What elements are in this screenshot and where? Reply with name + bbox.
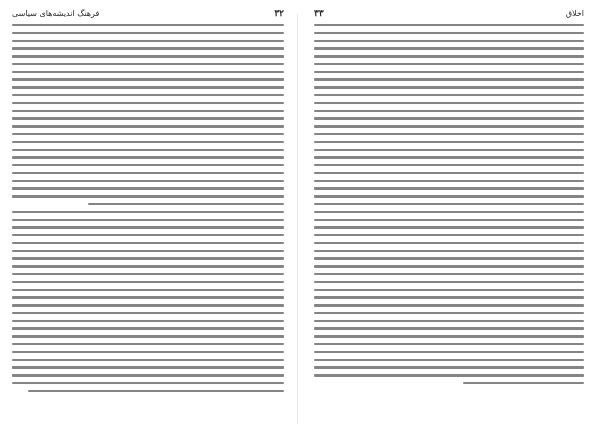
illegible-text-line	[12, 327, 284, 329]
illegible-text-line	[314, 117, 584, 119]
illegible-text-line	[12, 382, 284, 384]
paragraph	[12, 149, 284, 206]
illegible-text-line	[12, 226, 284, 228]
illegible-text-line	[12, 117, 284, 119]
illegible-text-line	[314, 211, 584, 213]
illegible-text-line	[12, 296, 284, 298]
illegible-text-line	[314, 374, 584, 376]
illegible-text-line	[12, 234, 284, 236]
illegible-text-line	[314, 110, 584, 112]
illegible-text-line	[314, 86, 584, 88]
illegible-text-line	[314, 281, 584, 283]
illegible-text-line	[463, 382, 585, 384]
illegible-text-line	[314, 366, 584, 368]
illegible-text-line	[12, 187, 284, 189]
illegible-text-line	[314, 250, 584, 252]
illegible-text-line	[12, 304, 284, 306]
illegible-text-line	[12, 211, 284, 213]
illegible-text-line	[314, 141, 584, 143]
paragraph	[12, 24, 284, 143]
illegible-text-line	[12, 102, 284, 104]
illegible-text-line	[314, 359, 584, 361]
illegible-text-line	[12, 250, 284, 252]
illegible-text-line	[314, 125, 584, 127]
illegible-text-line	[12, 141, 284, 143]
illegible-text-line	[12, 55, 284, 57]
illegible-text-line	[12, 320, 284, 322]
illegible-text-line	[12, 156, 284, 158]
illegible-text-line	[12, 289, 284, 291]
illegible-text-line	[12, 133, 284, 135]
illegible-text-line	[12, 164, 284, 166]
text-column	[12, 24, 284, 424]
illegible-text-line	[314, 304, 584, 306]
illegible-text-line	[314, 133, 584, 135]
illegible-text-line	[12, 40, 284, 42]
illegible-text-line	[12, 366, 284, 368]
illegible-text-line	[12, 32, 284, 34]
illegible-text-line	[12, 351, 284, 353]
illegible-text-line	[314, 24, 584, 26]
illegible-text-line	[12, 63, 284, 65]
illegible-text-line	[314, 195, 584, 197]
page-header	[12, 8, 284, 20]
illegible-text-line	[12, 71, 284, 73]
illegible-text-line	[314, 32, 584, 34]
illegible-text-line	[314, 149, 584, 151]
illegible-text-line	[12, 24, 284, 26]
illegible-text-line	[314, 265, 584, 267]
illegible-text-line	[12, 359, 284, 361]
illegible-text-line	[314, 312, 584, 314]
illegible-text-line	[314, 55, 584, 57]
illegible-text-line	[12, 149, 284, 151]
illegible-text-line	[12, 94, 284, 96]
illegible-text-line	[314, 172, 584, 174]
right-page	[298, 0, 596, 434]
illegible-text-line	[314, 289, 584, 291]
illegible-text-line	[314, 257, 584, 259]
illegible-text-line	[314, 273, 584, 275]
paragraph	[12, 211, 284, 392]
illegible-text-line	[12, 47, 284, 49]
illegible-text-line	[12, 110, 284, 112]
illegible-text-line	[12, 374, 284, 376]
illegible-text-line	[314, 335, 584, 337]
page-number: ۳۳	[314, 9, 324, 19]
illegible-text-line	[314, 102, 584, 104]
running-head: فرهنگ اندیشه‌های سیاسی	[12, 9, 100, 18]
illegible-text-line	[314, 180, 584, 182]
illegible-text-line	[12, 343, 284, 345]
illegible-text-line	[314, 40, 584, 42]
illegible-text-line	[314, 219, 584, 221]
illegible-text-line	[12, 265, 284, 267]
illegible-text-line	[12, 335, 284, 337]
illegible-text-line	[314, 71, 584, 73]
page-header	[314, 8, 584, 20]
illegible-text-line	[314, 320, 584, 322]
illegible-text-line	[12, 312, 284, 314]
illegible-text-line	[314, 327, 584, 329]
paragraph	[314, 24, 584, 384]
illegible-text-line	[314, 156, 584, 158]
illegible-text-line	[314, 63, 584, 65]
illegible-text-line	[12, 125, 284, 127]
illegible-text-line	[314, 78, 584, 80]
illegible-text-line	[314, 94, 584, 96]
illegible-text-line	[314, 343, 584, 345]
illegible-text-line	[88, 203, 284, 205]
illegible-text-line	[12, 195, 284, 197]
illegible-text-line	[12, 86, 284, 88]
illegible-text-line	[314, 351, 584, 353]
illegible-text-line	[12, 273, 284, 275]
page-number: ۳۲	[274, 9, 284, 19]
illegible-text-line	[12, 242, 284, 244]
illegible-text-line	[314, 47, 584, 49]
illegible-text-line	[314, 203, 584, 205]
illegible-text-line	[314, 187, 584, 189]
illegible-text-line	[12, 180, 284, 182]
illegible-text-line	[12, 172, 284, 174]
illegible-text-line	[12, 257, 284, 259]
illegible-text-line	[314, 234, 584, 236]
illegible-text-line	[314, 164, 584, 166]
text-column	[314, 24, 584, 424]
illegible-text-line	[12, 219, 284, 221]
illegible-text-line	[314, 242, 584, 244]
illegible-text-line	[12, 78, 284, 80]
illegible-text-line	[314, 226, 584, 228]
illegible-text-line	[314, 296, 584, 298]
running-head: اخلاق	[565, 9, 584, 18]
illegible-text-line	[28, 390, 284, 392]
illegible-text-line	[12, 281, 284, 283]
